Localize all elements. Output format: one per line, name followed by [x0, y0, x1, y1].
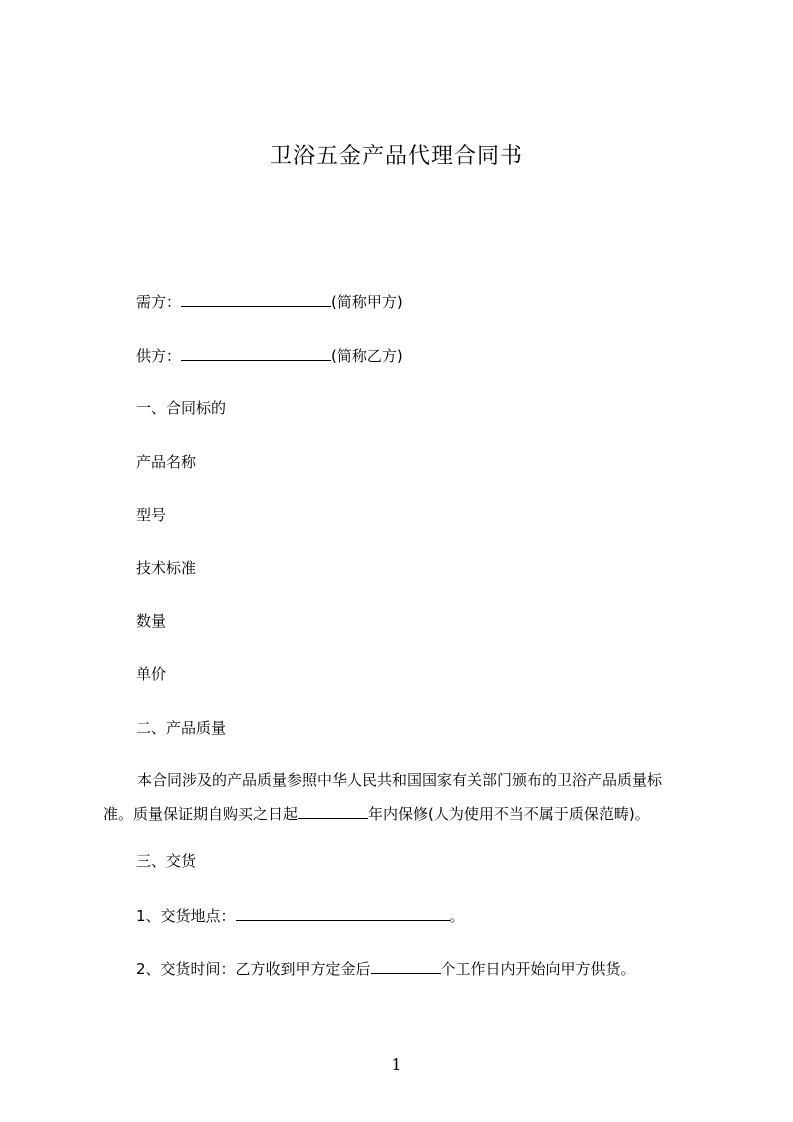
- section2-heading: 二、产品质量: [136, 719, 227, 737]
- delivery-time-end: 个工作日内开始向甲方供货。: [440, 960, 636, 978]
- supplier-line: [136, 345, 403, 366]
- delivery-days-blank: [371, 958, 441, 974]
- supplier-label: 供方：: [136, 347, 182, 365]
- buyer-line: [136, 291, 403, 312]
- warranty-text-b: 年内保修(人为使用不当不属于质保范畴)。: [368, 805, 650, 823]
- section2-paragraph-line2: [103, 803, 713, 824]
- buyer-label: 需方：: [136, 293, 182, 311]
- delivery-location-line: [136, 905, 465, 926]
- delivery-location-label: 1、交货地点：: [136, 907, 236, 925]
- buyer-suffix: (简称甲方): [331, 293, 403, 311]
- page-title: 卫浴五金产品代理合同书: [269, 144, 523, 169]
- section1-item-unit-price: 单价: [136, 665, 167, 683]
- warranty-text-a: 准。质量保证期自购买之日起: [103, 805, 299, 823]
- section2-paragraph: [103, 770, 713, 824]
- section1-item-product-name: 产品名称: [136, 453, 197, 471]
- section1-heading: 一、合同标的: [136, 399, 227, 417]
- supplier-blank: [181, 345, 331, 361]
- delivery-time-line: [136, 958, 636, 979]
- buyer-blank: [181, 291, 331, 307]
- warranty-years-blank: [298, 803, 368, 819]
- page-number: 1: [391, 1055, 402, 1074]
- section3-heading: 三、交货: [136, 852, 197, 870]
- delivery-location-blank: [236, 905, 450, 921]
- section2-paragraph-line1: 本合同涉及的产品质量参照中华人民共和国国家有关部门颁布的卫浴产品质量标: [137, 771, 663, 789]
- delivery-time-label: 2、交货时间：乙方收到甲方定金后: [136, 960, 371, 978]
- section1-item-quantity: 数量: [136, 612, 167, 630]
- section1-item-model: 型号: [136, 506, 167, 524]
- delivery-location-end: 。: [449, 907, 465, 925]
- section1-item-tech-standard: 技术标准: [136, 559, 197, 577]
- supplier-suffix: (简称乙方): [331, 347, 403, 365]
